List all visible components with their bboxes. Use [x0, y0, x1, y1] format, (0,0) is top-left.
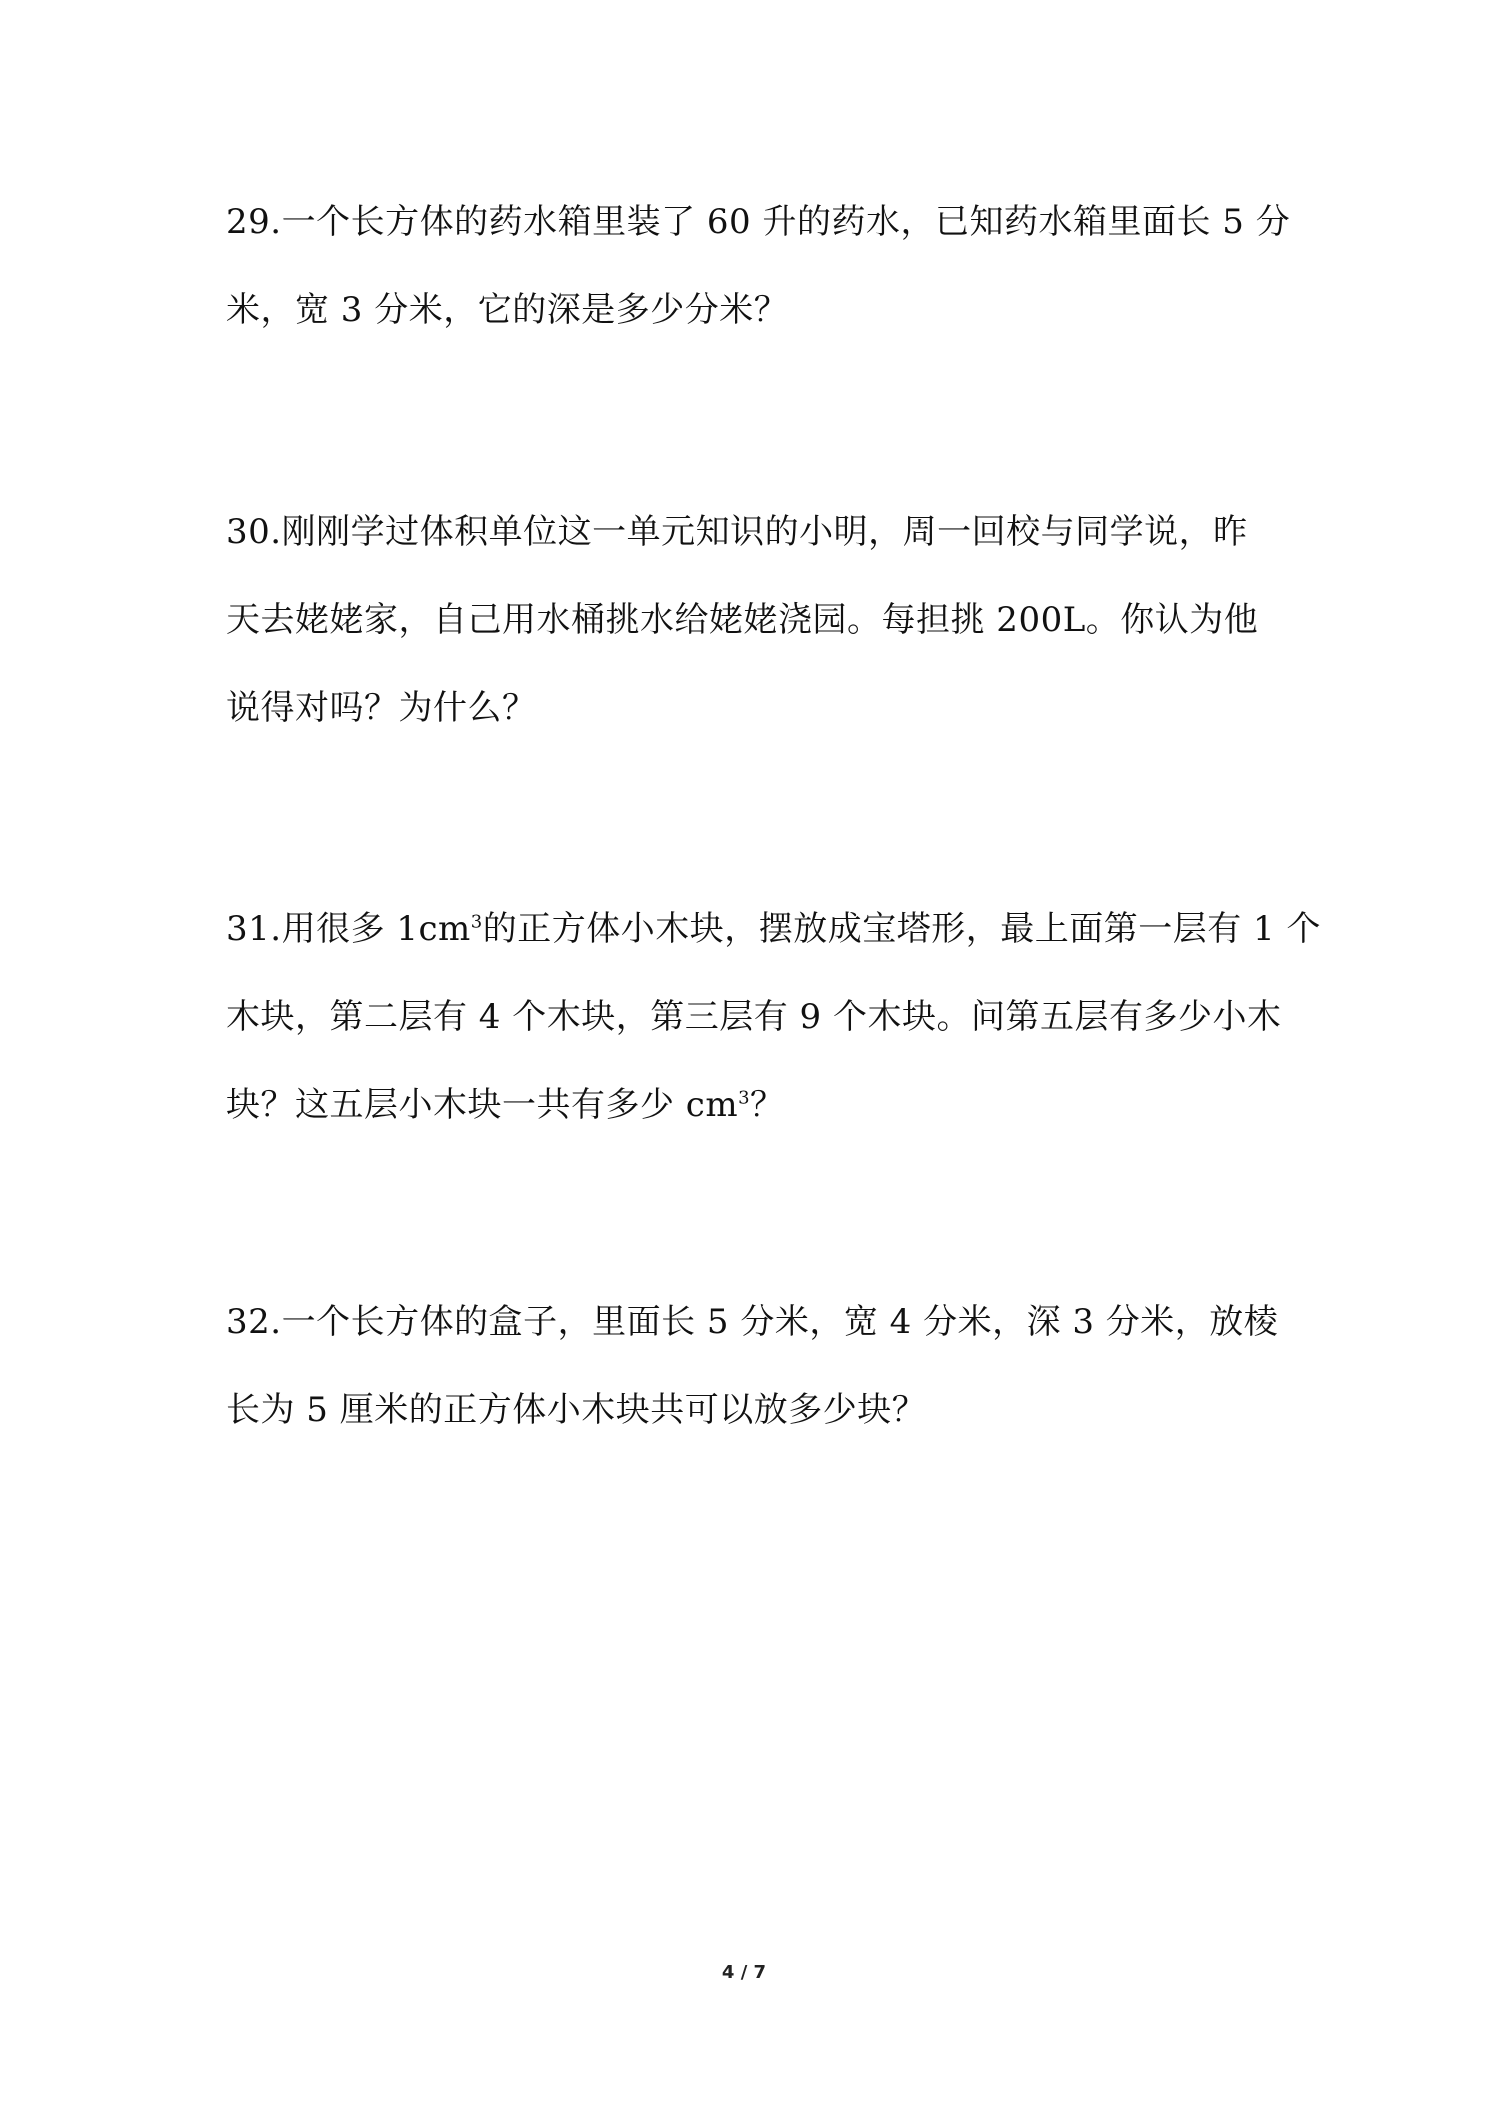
question-32-line-2: 长为 5 厘米的正方体小木块共可以放多少块？ — [226, 1390, 927, 1430]
question-32-line-1: 32.一个长方体的盒子，里面长 5 分米，宽 4 分米，深 3 分米，放棱 — [226, 1302, 1279, 1342]
question-31-line-3-text: 块？这五层小木块一共有多少 cm — [226, 1085, 739, 1125]
question-29 — [226, 200, 1291, 332]
question-31-line-3 — [226, 1083, 1266, 1127]
question-31-line-3-rest: ？ — [750, 1085, 785, 1125]
question-31 — [226, 907, 1321, 1127]
question-30 — [226, 510, 1266, 730]
question-30-line-1: 30.刚刚学过体积单位这一单元知识的小明，周一回校与同学说，昨 — [226, 512, 1248, 552]
question-31-line-1 — [226, 907, 1321, 951]
question-32 — [226, 1300, 1279, 1432]
question-31-line-1-text: 31.用很多 1cm — [226, 909, 471, 949]
cubic-superscript: 3 — [738, 1087, 751, 1109]
question-29-line-2: 米，宽 3 分米，它的深是多少分米？ — [226, 290, 789, 330]
question-31-line-1-rest: 的正方体小木块，摆放成宝塔形，最上面第一层有 1 个 — [482, 909, 1321, 949]
question-29-line-1: 29.一个长方体的药水箱里装了 60 升的药水，已知药水箱里面长 5 分 — [226, 202, 1291, 242]
cubic-superscript: 3 — [470, 911, 483, 933]
question-30-line-2: 天去姥姥家，自己用水桶挑水给姥姥浇园。每担挑 200L。你认为他 — [226, 600, 1259, 640]
question-31-line-2: 木块，第二层有 4 个木块，第三层有 9 个木块。问第五层有多少小木 — [226, 997, 1282, 1037]
question-30-line-3: 说得对吗？为什么？ — [226, 688, 537, 728]
page-number: 4 / 7 — [721, 1962, 767, 1983]
